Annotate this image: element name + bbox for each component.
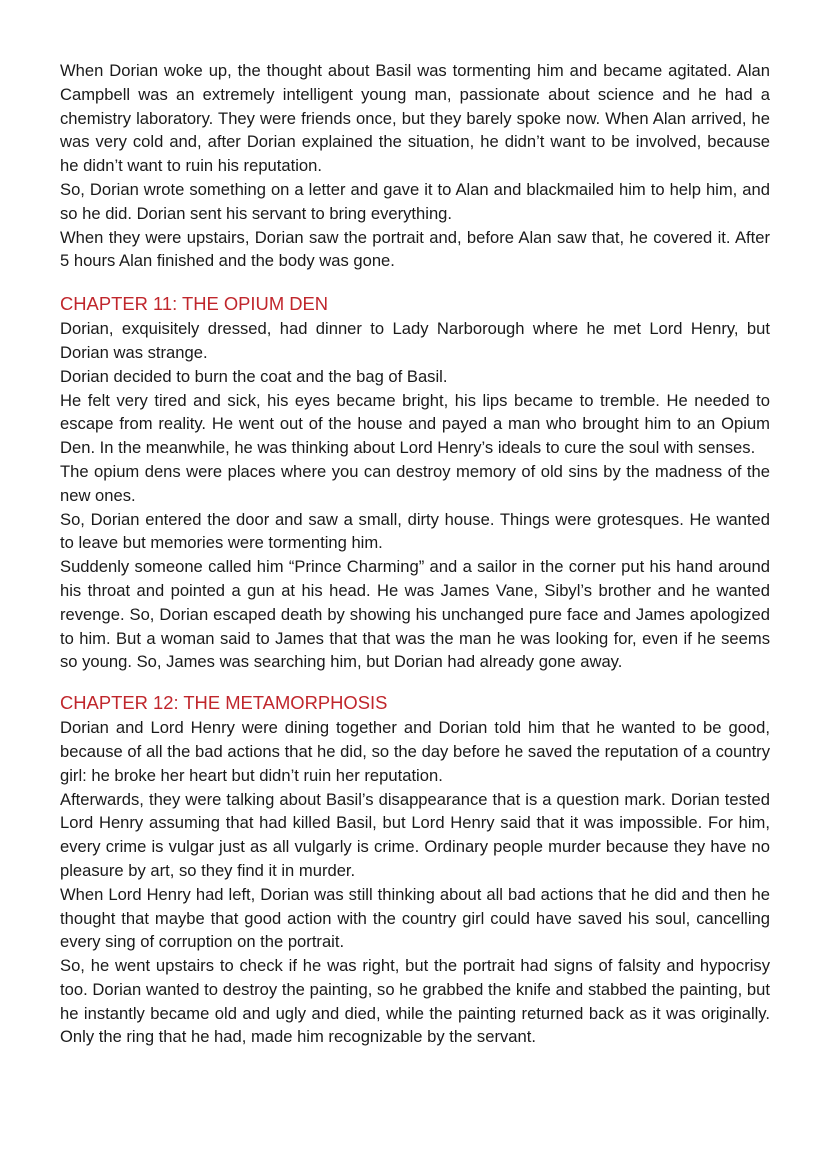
chapter-heading: CHAPTER 11: THE OPIUM DEN — [60, 293, 329, 315]
paragraph: So, he went upstairs to check if he was right, but the portrait had signs of falsity and hypocrisy too. Dorian wanted to destroy the painting, so he grabbed the knife and stabbed the painting, but he instantly became old and ugly and died, while the painting returned back as it was originally. Only the ring that he had, made him recognizable by the servant. — [60, 956, 770, 1047]
chapter-heading: CHAPTER 12: THE METAMORPHOSIS — [60, 692, 388, 714]
chapter-12-section — [60, 690, 770, 1049]
paragraph: When they were upstairs, Dorian saw the portrait and, before Alan saw that, he covered it. After 5 hours Alan finished and the body was gone. — [60, 227, 770, 271]
intro-section — [60, 59, 770, 273]
paragraph: Afterwards, they were talking about Basil’s disappearance that is a question mark. Dorian tested Lord Henry assuming that had killed Basil, but Lord Henry said that it was impossible. For him, every crime is vulgar just as all vulgarly is crime. Ordinary people murder because they have no pleasure by art, so they find it in murder. — [60, 789, 770, 880]
paragraph: He felt very tired and sick, his eyes became bright, his lips became to tremble. He needed to escape from reality. He went out of the house and payed a man who brought him to an Opium Den. In the meanwhile, he was thinking about Lord Henry’s ideals to cure the soul with senses. — [60, 390, 770, 458]
paragraph: So, Dorian wrote something on a letter and gave it to Alan and blackmailed him to help him, and so he did. Dorian sent his servant to bring everything. — [60, 179, 770, 223]
paragraph: The opium dens were places where you can destroy memory of old sins by the madness of the new ones. — [60, 461, 770, 505]
chapter-11-section — [60, 291, 770, 674]
paragraph: When Dorian woke up, the thought about Basil was tormenting him and became agitated. Alan Campbell was an extremely intelligent young man, passionate about science and he had a chemistry laboratory. They were friends once, but they barely spoke now. When Alan arrived, he was very cold and, after Dorian explained the situation, he didn’t want to be involved, because he didn’t want to ruin his reputation. — [60, 61, 770, 176]
paragraph: When Lord Henry had left, Dorian was still thinking about all bad actions that he did and then he thought that maybe that good action with the country girl could have saved his soul, cancelling every sing of corruption on the portrait. — [60, 884, 770, 952]
paragraph: Dorian and Lord Henry were dining together and Dorian told him that he wanted to be good, because of all the bad actions that he did, so the day before he saved the reputation of a country girl: he broke her heart but didn’t ruin her reputation. — [60, 718, 770, 785]
paragraph: Dorian decided to burn the coat and the bag of Basil. — [60, 366, 448, 386]
paragraph: So, Dorian entered the door and saw a small, dirty house. Things were grotesques. He wanted to leave but memories were tormenting him. — [60, 509, 770, 553]
paragraph: Dorian, exquisitely dressed, had dinner to Lady Narborough where he met Lord Henry, but Dorian was strange. — [60, 319, 770, 362]
paragraph: Suddenly someone called him “Prince Charming” and a sailor in the corner put his hand around his throat and pointed a gun at his head. He was James Vane, Sibyl’s brother and he wanted revenge. So, Dorian escaped death by showing his unchanged pure face and James apologized to him. But a woman said to James that that was the man he was looking for, even if he seems so young. So, James was searching him, but Dorian had already gone away. — [60, 557, 770, 672]
